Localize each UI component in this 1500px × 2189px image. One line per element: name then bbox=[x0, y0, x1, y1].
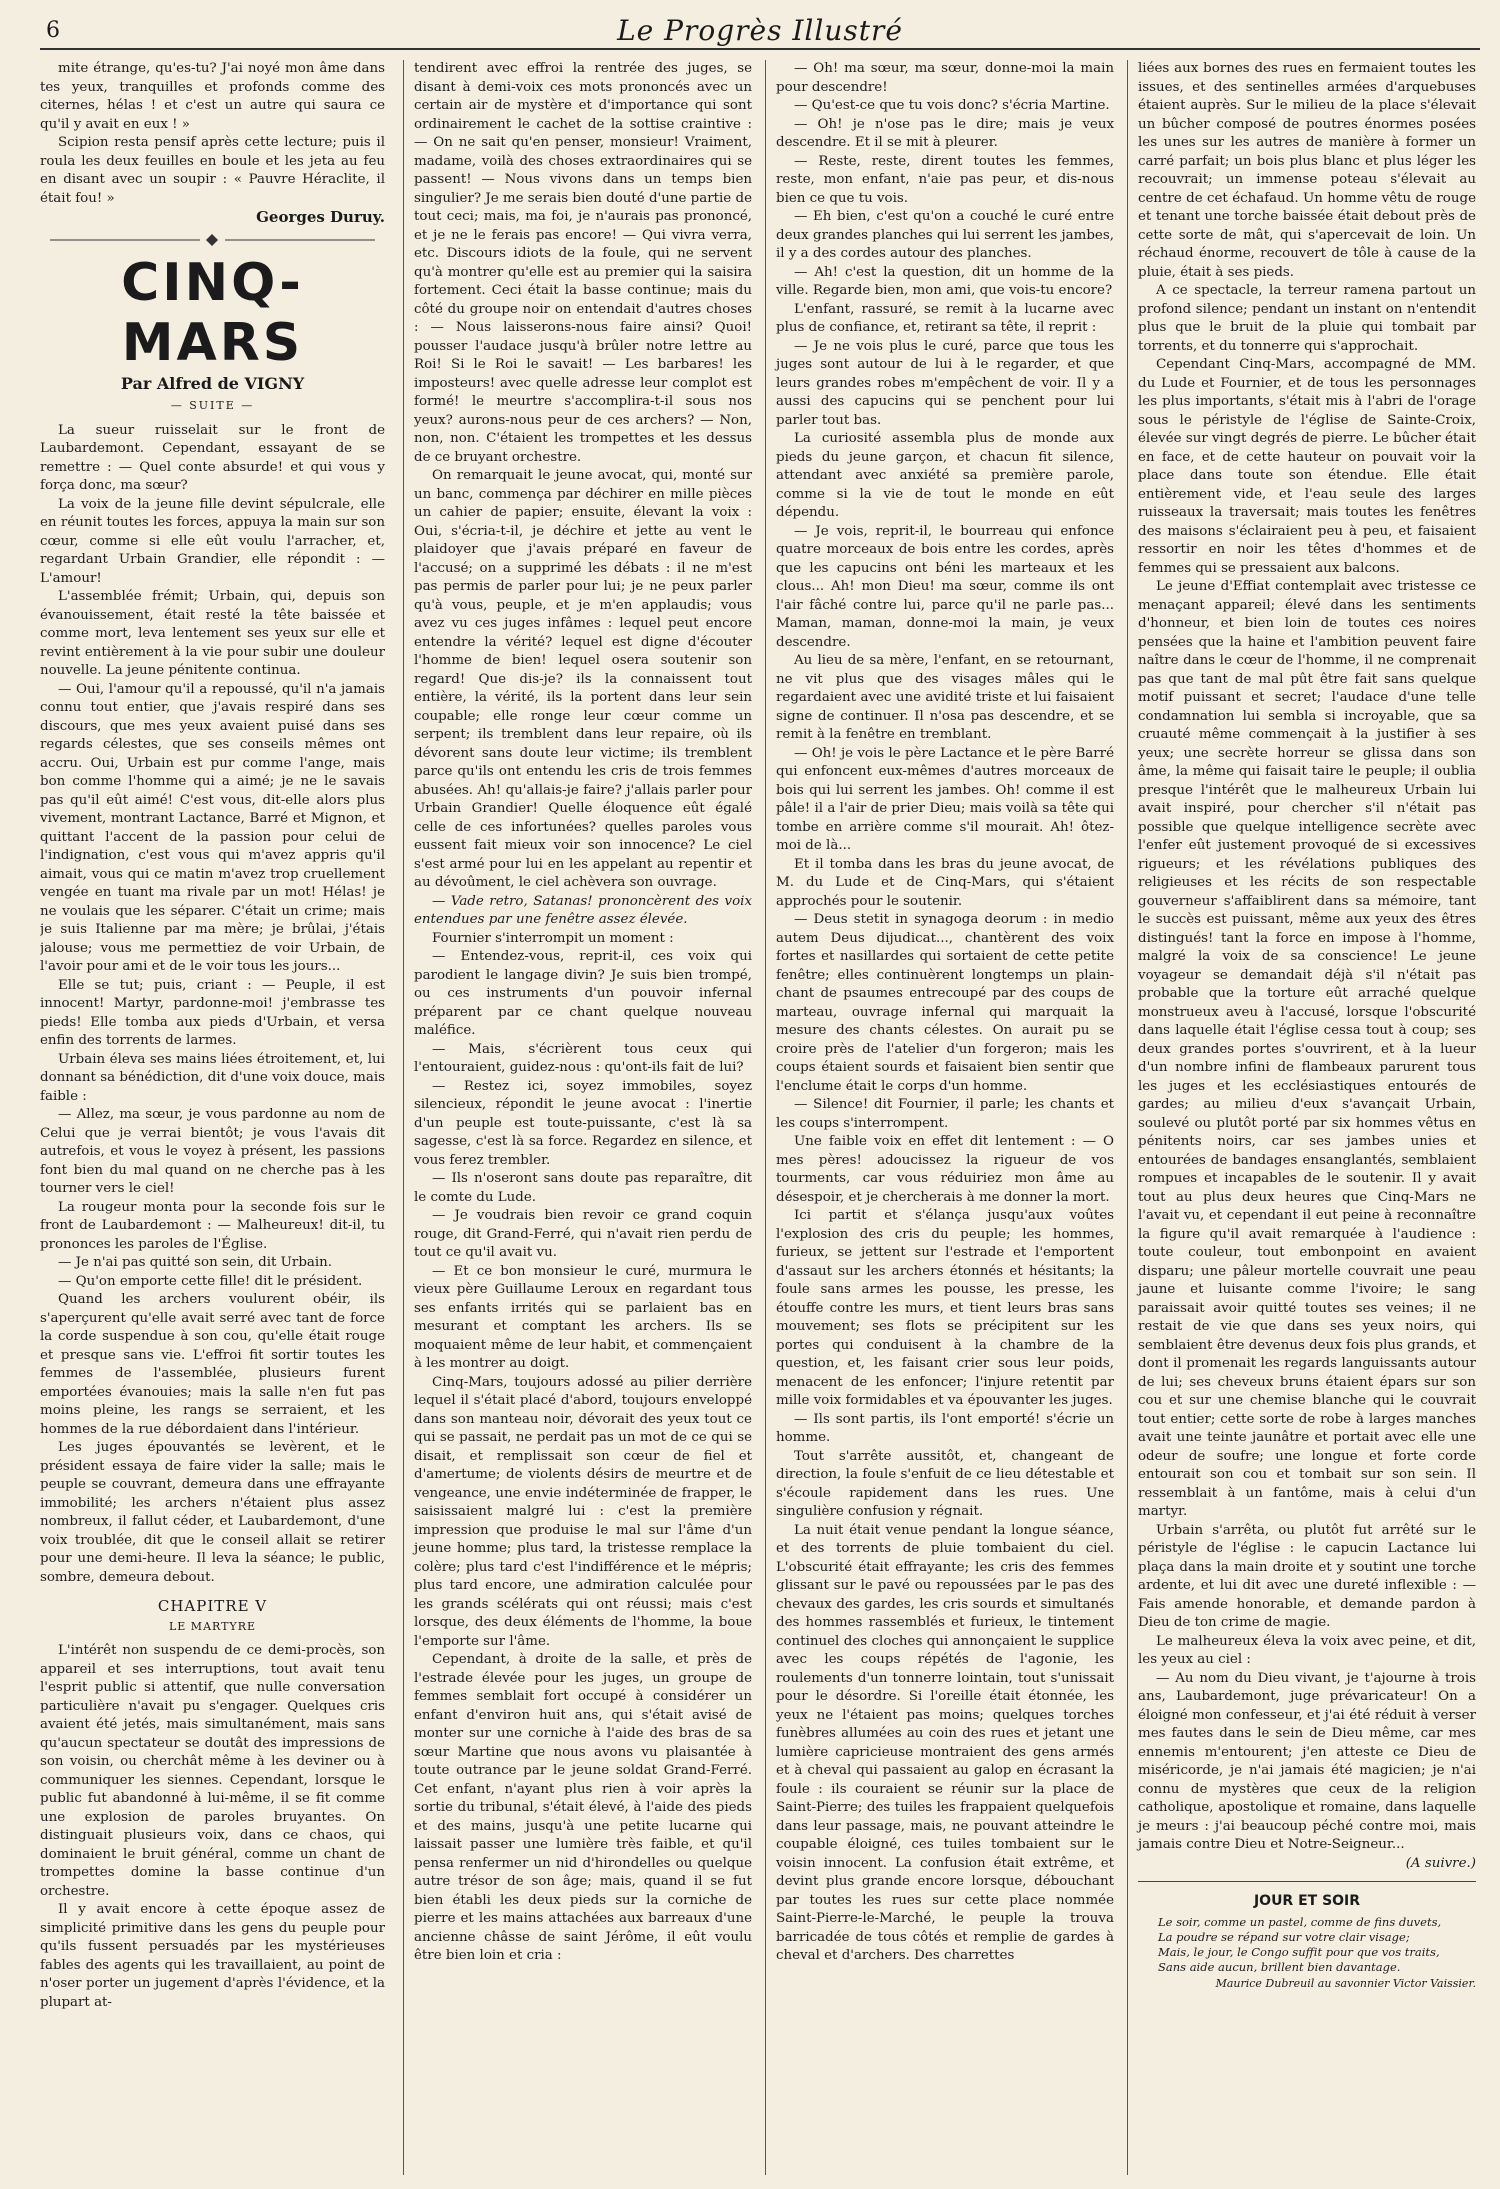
poem-title: JOUR ET SOIR bbox=[1253, 1893, 1361, 1909]
column-3 bbox=[765, 60, 1114, 2175]
column-4 bbox=[1127, 60, 1476, 2175]
paragraph: — Je n'ai pas quitté son sein, dit Urbain. bbox=[58, 1255, 333, 1270]
column-2 bbox=[403, 60, 752, 2175]
paragraph: — Oh! je n'ose pas le dire; mais je veux descendre. Et il se mit à pleurer. bbox=[776, 116, 1114, 150]
paragraph: — Au nom du Dieu vivant, je t'ajourne à trois ans, Laubardemont, juge prévaricateur! On a éloigné mon confesseur, et j'ai été réduit à verser mes fautes dans le sein de Dieu même, car mes ennemis m'entourent; j'en atteste ce Dieu de miséricorde, je n'ai jamais été magicien; je n'ai connu de mystères que ceux de la religion catholique, apostolique et romaine, dans laquelle je meurs : j'ai beaucoup péché contre moi, mais jamais contre Dieu et Notre-Seigneur... bbox=[1138, 1670, 1476, 1852]
paragraph: La curiosité assembla plus de monde aux pieds du jeune garçon, et chacun fit silence, attendant avec anxiété sa première parole, comme si la vie de tout le monde en eût dépendu. bbox=[776, 431, 1114, 520]
paragraph: Scipion resta pensif après cette lecture; puis il roula les deux feuilles en boule et les jeta au feu en disant avec un soupir : « Pauvre Héraclite, il était fou! » bbox=[40, 135, 385, 206]
paragraph: On remarquait le jeune avocat, qui, monté sur un banc, commença par déchirer en mille pièces un cahier de papier; ensuite, élevant la voix : Oui, s'écria-t-il, je déchire et jette au vent le plaidoyer que j'avais préparé en faveur de l'accusé; on a supprimé les débats : il ne m'est pas permis de parler pour lui; je ne peux parler qu'à vous, peuple, et je m'en applaudis; vous avez vu ces juges infâmes : lequel peut encore entendre la vérité? lequel est digne d'écouter l'homme de bien! lequel osera soutenir son regard! Que dis-je? ils la connaissent tout entière, la vérité, ils la portent dans leur sein coupable; elle ronge leur cœur comme un serpent; ils tremblent dans leur repaire, où ils dévorent sans doute leur victime; ils tremblent parce qu'ils ont entendu les cris de trois femmes abusées. Ah! qu'allais-je faire? j'allais parler pour Urbain Grandier! Quelle éloquence eût égalé celle de ces infortunées? quelles paroles vous eussent fait mieux voir son innocence? Le ciel s'est armé pour lui en les appelant au repentir et au dévoûment, le ciel achèvera son ouvrage. bbox=[414, 468, 752, 890]
poem-credit: Maurice Dubreuil au savonnier Victor Vaissier. bbox=[1215, 1976, 1476, 1990]
paragraph: — Oh! ma sœur, ma sœur, donne-moi la main pour descendre! bbox=[776, 61, 1114, 95]
paragraph: Fournier s'interrompit un moment : bbox=[432, 930, 674, 946]
paragraph: La sueur ruisselait sur le front de Laubardemont. Cependant, essayant de se remettre : — Quel conte absurde! et qui vous y força donc, ma sœur? bbox=[40, 422, 385, 493]
paragraph: Tout s'arrête aussitôt, et, changeant de direction, la foule s'enfuit de ce lieu détestable et s'écoule rapidement dans les rues. Une singulière confusion y régnait. bbox=[776, 1448, 1114, 1519]
paragraph: L'enfant, rassuré, se remit à la lucarne avec plus de confiance, et, retirant sa tête, il reprit : bbox=[776, 301, 1114, 335]
paragraph: Cependant Cinq-Mars, accompagné de MM. du Lude et Fournier, et de tous les personnages les plus importants, s'était mis à l'abri de l'orage sous le péristyle de l'église de Sainte-Croix, élevée sur vingt degrés de pierre. Le bûcher était en face, et de cette hauteur on pouvait voir la place dans toute son étendue. Elle était entièrement vide, et l'eau seule des larges ruisseaux la traversait; mais toutes les fenêtres des maisons s'éclairaient peu à peu, et faisaient ressortir en noir les têtes d'hommes et de femmes qui se pressaient aux balcons. bbox=[1138, 357, 1476, 576]
paragraph: — Et ce bon monsieur le curé, murmura le vieux père Guillaume Leroux en regardant tous ses enfants irrités qui se parlaient bas en mesurant et comptant les archers. Ils se moquaient même de leur habit, et commençaient à les montrer au doigt. bbox=[414, 1263, 752, 1371]
paragraph: Elle se tut; puis, criant : — Peuple, il est innocent! Martyr, pardonne-moi! j'embrasse tes pieds! Elle tomba aux pieds d'Urbain, et versa enfin des torrents de larmes. bbox=[40, 977, 385, 1048]
poem-line: Sans aide aucun, brillent bien davantage. bbox=[1158, 1959, 1401, 1974]
paragraph: — Deus stetit in synagoga deorum : in medio autem Deus dijudicat..., chantèrent des voix fortes et nasillardes qui sortaient de cette petite fenêtre; elles continuèrent longtemps un plain-chant de psaumes entrecoupé par des coups de marteau, ouvrage infernal qui marquait la mesure des chants célestes. On aurait pu se croire près de l'atelier d'un forgeron; mais les coups étaient sourds et faisaient bien sentir que l'enclume était le corps d'un homme. bbox=[776, 912, 1114, 1094]
paragraph: La rougeur monta pour la seconde fois sur le front de Laubardemont : — Malheureux! dit-il, tu prononces les paroles de l'Église. bbox=[40, 1199, 385, 1252]
prev-story-author: Georges Duruy. bbox=[256, 208, 385, 226]
paragraph: Le malheureux éleva la voix avec peine, et dit, les yeux au ciel : bbox=[1138, 1633, 1476, 1667]
poem-line: Le soir, comme un pastel, comme de fins duvets, bbox=[1158, 1914, 1442, 1929]
paragraph: Et il tomba dans les bras du jeune avocat, de M. du Lude et de Cinq-Mars, qui s'étaient approchés pour le soutenir. bbox=[776, 856, 1114, 909]
column-1 bbox=[40, 60, 385, 2175]
paragraph: — Allez, ma sœur, je vous pardonne au nom de Celui que je verrai bientôt; je vous l'avais dit autrefois, et vous le voyez à présent, les passions font bien du mal quand on ne cherche pas à les tourner vers le ciel! bbox=[40, 1107, 385, 1196]
paragraph: — Je voudrais bien revoir ce grand coquin rouge, dit Grand-Ferré, qui n'avait rien perdu de tout ce qu'il avait vu. bbox=[414, 1208, 752, 1260]
paragraph: — Reste, reste, dirent toutes les femmes, reste, mon enfant, n'aie pas peur, et dis-nous bien ce que tu vois. bbox=[776, 153, 1114, 206]
paragraph: — Eh bien, c'est qu'on a couché le curé entre deux grandes planches qui lui serrent les jambes, il y a des cordes autour des planches. bbox=[776, 209, 1114, 261]
poem-line: Mais, le jour, le Congo suffit pour que vos traits, bbox=[1158, 1944, 1440, 1959]
paragraph: Une faible voix en effet dit lentement : — O mes pères! adoucissez la rigueur de vos tourments, car vous réduiriez mon âme au désespoir, et je chercherais à me donner la mort. bbox=[776, 1134, 1114, 1205]
paragraph: Cependant, à droite de la salle, et près de l'estrade élevée pour les juges, un groupe de femmes semblait fort occupé à considérer un enfant d'environ huit ans, qui s'était avisé de monter sur une corniche à l'aide des bras de sa sœur Martine que nous avons vu plaisantée à toute outrance par le jeune soldat Grand-Ferré. Cet enfant, n'ayant plus rien à voir après la sortie du tribunal, s'était élevé, à l'aide des pieds et des mains, jusqu'à une petite lucarne qui laissait passer une lumière très faible, et qu'il pensa renfermer un nid d'hirondelles ou quelque autre trésor de son âge; mais, quand il se fut bien établi les deux pieds sur la corniche de pierre et les mains attachées aux barreaux d'une ancienne châsse de saint Jérôme, il eût voulu être bien loin et cria : bbox=[414, 1652, 752, 1963]
paragraph: — Qu'on emporte cette fille! dit le président. bbox=[58, 1273, 363, 1289]
paragraph: Urbain éleva ses mains liées étroitement, et, lui donnant sa bénédiction, dit d'une voix douce, mais faible : bbox=[40, 1051, 385, 1104]
paragraph: L'assemblée frémit; Urbain, qui, depuis son évanouissement, était resté la tête baissée et comme mort, leva lentement ses yeux sur elle et revint entièrement à la vie pour subir une douleur nouvelle. La jeune pénitente continua. bbox=[40, 589, 385, 678]
paragraph: liées aux bornes des rues en fermaient toutes les issues, et des sentinelles armées d'arquebuses étaient auprès. Sur le milieu de la place s'élevait un bûcher composé de poutres énormes posées les unes sur les autres de manière à former un carré parfait; un bois plus blanc et plus léger les recouvrait; un immense poteau s'élevait au centre de cet échafaud. Un homme vêtu de rouge et tenant une torche baissée était debout près de cette sorte de mât, qui s'apercevait de loin. Un réchaud énorme, recouvert de tôle à cause de la pluie, était à ses pieds. bbox=[1138, 61, 1476, 280]
divider bbox=[1138, 1881, 1476, 1882]
paragraph: Au lieu de sa mère, l'enfant, en se retournant, ne vit plus que des visages mâles qui le regardaient avec une avidité triste et lui faisaient signe de continuer. Il n'osa pas descendre, et se remit à la fenêtre en tremblant. bbox=[776, 653, 1114, 742]
page-number: 6 bbox=[46, 18, 60, 43]
paragraph: La voix de la jeune fille devint sépulcrale, elle en réunit toutes les forces, appuya la main sur son cœur, comme si elle eût voulu l'arracher, et, regardant Urbain Grandier, elle répondit : — L'amour! bbox=[40, 496, 385, 586]
chapter-title: CHAPITRE V bbox=[157, 1597, 268, 1615]
paragraph: tendirent avec effroi la rentrée des juges, se disant à demi-voix ces mots prononcés avec un certain air de mystère et d'importance qui sont ordinairement le cachet de la sottise craintive : — On ne sait qu'en penser, monsieur! Vraiment, madame, voilà des choses extraordinaires qui se passent! — Nous vivons dans un temps bien singulier? Je me serais bien douté d'une partie de tout ceci; mais, ma foi, je n'aurais pas prononcé, et je ne le ferais pas encore! — Qui vivra verra, etc. Discours idiots de la foule, qui ne servent qu'à montrer qu'elle est au premier qui la saisira fortement. Ceci était la basse continue; mais du côté du groupe noir on entendait d'autres choses : — Nous laisserons-nous faire ainsi? Quoi! pousser l'audace jusqu'à brûler notre lettre au Roi! Si le Roi le savait! — Les barbares! les imposteurs! avec quelle adresse leur complot est formé! le meurtre s'accomplira-t-il sous nos yeux? aurons-nous peur de ces archers? — Non, non, non. C'étaient les trompettes et les dessus de ce bruyant orchestre. bbox=[414, 61, 752, 465]
paragraph: mite étrange, qu'es-tu? J'ai noyé mon âme dans tes yeux, tranquilles et profonds comme des citernes, hélas ! et c'est un autre qui saura ce qu'il y avait en eux ! » bbox=[40, 61, 385, 132]
ornament-divider bbox=[40, 233, 385, 247]
paragraph: — Je vois, reprit-il, le bourreau qui enfonce quatre morceaux de bois entre les cordes, après que les capucins ont béni les marteaux et les clous... Ah! mon Dieu! ma sœur, comme ils ont l'air fâché contre lui, parce qu'il ne parle pas... Maman, maman, donne-moi la main, je veux descendre. bbox=[776, 523, 1114, 650]
paragraph: — Oh! je vois le père Lactance et le père Barré qui enfoncent eux-mêmes d'autres morceaux de bois qui lui serrent les jambes. Oh! comme il est pâle! il a l'air de prier Dieu; mais voilà sa tête qui tombe en arrière comme s'il mourait. Ah! ôtez-moi de là... bbox=[776, 745, 1114, 853]
paragraph: Il y avait encore à cette époque assez de simplicité primitive dans les gens du peuple pour qu'ils fussent persuadés par les mystérieuses fables des agents qui les travaillaient, au point de n'oser porter un jugement d'après l'évidence, et la plupart at- bbox=[40, 1902, 385, 2010]
paragraph: Les juges épouvantés se levèrent, et le président essaya de faire vider la salle; mais le peuple se couvrant, demeura dans une effrayante immobilité; les archers n'étaient plus assez nombreux, il fallut céder, et Laubardemont, d'une voix troublée, dit que le conseil allait se retirer pour une demi-heure. Il leva la séance; le public, sombre, demeura debout. bbox=[40, 1440, 385, 1585]
to-be-continued: (A suivre.) bbox=[1405, 1855, 1476, 1871]
poem-line: La poudre se répand sur votre clair visage; bbox=[1158, 1929, 1410, 1944]
novel-author: Par Alfred de VIGNY bbox=[120, 373, 305, 393]
paragraph: — Ah! c'est la question, dit un homme de la ville. Regarde bien, mon ami, que vois-tu encore? bbox=[776, 264, 1114, 298]
paragraph: — Restez ici, soyez immobiles, soyez silencieux, répondit le jeune avocat : l'inertie d'un peuple est toute-puissante, c'est là sa sagesse, c'est là sa force. Regardez en silence, et vous ferez trembler. bbox=[414, 1078, 752, 1168]
paragraph: Le jeune d'Effiat contemplait avec tristesse ce menaçant appareil; élevé dans les sentiments d'honneur, et bien loin de toutes ces noires pensées que la haine et l'ambition peuvent faire naître dans le cœur de l'homme, il ne comprenait pas que tant de mal pût être fait sans quelque motif puissant et secret; l'audace d'une telle condamnation lui sembla si incroyable, que sa cruauté même commençait à la justifier à ses yeux; une secrète horreur se glissa dans son âme, la même qui faisait taire le peuple; il oublia presque l'intérêt que le malheureux Urbain lui avait inspiré, pour chercher s'il n'était pas possible que quelque intelligence secrète avec l'enfer eût justement provoqué de si excessives rigueurs; et les révélations publiques des religieuses et les récits de son respectable gouverneur s'affaiblirent dans sa mémoire, tant le succès est puissant, même aux yeux des êtres distingués! tant la force en impose à l'homme, malgré la voix de sa conscience! Le jeune voyageur se demandait déjà s'il n'était pas probable que la torture eût arraché quelque monstrueux aveu à l'accusé, lorsque l'obscurité dans laquelle était l'église cessa tout à coup; ses deux grandes portes s'ouvrirent, et à la lueur d'un nombre infini de flambeaux parurent tous les juges et les ecclésiastiques entourés de gardes; au milieu d'eux s'avançait Urbain, soulevé ou plutôt porté par six hommes vêtus en pénitents noirs, car ses jambes unies et entourées de bandages ensanglantés, semblaient rompues et incapables de le soutenir. Il y avait tout au plus deux heures que Cinq-Mars ne l'avait vu, et cependant il eut peine à reconnaître la figure qu'il avait remarquée à l'audience : toute couleur, tout embonpoint en avaient disparu; une pâleur mortelle couvrait une peau jaune et luisante comme l'ivoire; le sang paraissait avoir quitté toutes ses veines; il ne restait de vie que dans ses yeux noirs, qui semblaient être devenus deux fois plus grands, et dont il promenait les regards languissants autour de lui; ses cheveux bruns étaient épars sur son cou et sur une chemise blanche qui le couvrait tout entier; cette sorte de robe à larges manches avait une teinte jaunâtre et portait avec elle une odeur de soufre; une longue et forte corde entourait son cou et tombait sur son sein. Il ressemblait à un fantôme, mais à celui d'un martyr. bbox=[1138, 579, 1476, 1519]
paragraph: — Silence! dit Fournier, il parle; les chants et les coups s'interrompent. bbox=[776, 1097, 1114, 1131]
paragraph: La nuit était venue pendant la longue séance, et des torrents de pluie tombaient du ciel. L'obscurité était effrayante; les cris des femmes glissant sur le pavé ou repoussées par le pas des chevaux des gardes, les cris sourds et simultanés des hommes rassemblés et furieux, le tintement continuel des cloches qui annonçaient le supplice avec les coups répétés de l'agonie, les roulements d'un tonnerre lointain, tout s'unissait pour le désordre. Si l'oreille était étonnée, les yeux ne l'étaient pas moins; quelques torches funèbres allumées au coin des rues et jetant une lumière capricieuse montraient des gens armés et à cheval qui passaient au galop en écrasant la foule : ils couraient se réunir sur la place de Saint-Pierre; des tuiles les frappaient quelquefois dans leur passage, mais, ne pouvant atteindre le coupable éloigné, ces tuiles tombaient sur le voisin innocent. La confusion était extrême, et devint plus grande encore lorsque, débouchant par toutes les rues sur cette place nommée Saint-Pierre-le-Marché, le peuple la trouva barricadée de tous côtés et remplie de gardes à cheval et d'archers. Des charrettes bbox=[776, 1522, 1114, 1963]
paragraph: L'intérêt non suspendu de ce demi-procès, son appareil et ses interruptions, tout avait tenu l'esprit public si attentif, que nulle conversation particulière n'avait pu s'engager. Quelques cris avaient été jetés, mais simultanément, mais sans qu'aucun spectateur se doutât des impressions de son voisin, ou cherchât même à les deviner ou à communiquer les siennes. Cependant, lorsque le public fut abandonné à lui-même, il se fit comme une explosion de paroles bruyantes. On distinguait plusieurs voix, dans ce chaos, qui dominaient le bruit général, comme un chant de trompettes domine la basse continue d'un orchestre. bbox=[40, 1643, 385, 1899]
paragraph: — Qu'est-ce que tu vois donc? s'écria Martine. bbox=[794, 98, 1110, 113]
paragraph: Ici partit et s'élança jusqu'aux voûtes l'explosion des cris du peuple; les hommes, furieux, se jettent sur l'estrade et l'emportent d'assaut sur les archers étonnés et hésitants; la foule sans armes les pousse, les presse, les étouffe contre les murs, et tient leurs bras sans mouvement; ses flots se précipitent sur les portes qui conduisent à la chambre de la question, et, les faisant crier sous leur poids, menacent de les enfoncer; l'injure retentit par mille voix formidables et va épouvanter les juges. bbox=[776, 1208, 1114, 1408]
chapter-subtitle: LE MARTYRE bbox=[168, 1619, 257, 1633]
paragraph: Cinq-Mars, toujours adossé au pilier derrière lequel il s'était placé d'abord, toujours enveloppé dans son manteau noir, dévorait des yeux tout ce qui se passait, ne perdait pas un mot de ce qui se disait, et remplissait son cœur de fiel et d'amertume; de violents désirs de meurtre et de vengeance, une envie indéterminée de frapper, le saisissaient malgré lui : c'est la première impression que produise le mal sur l'âme d'un jeune homme; plus tard, la tristesse remplace la colère; plus tard c'est l'indifférence et le mépris; plus tard encore, une admiration calculée pour les grands scélérats qui ont réussi; mais c'est lorsque, des deux éléments de l'homme, la boue l'emporte sur l'âme. bbox=[414, 1374, 752, 1649]
paragraph: — Vade retro, Satanas! prononcèrent des voix entendues par une fenêtre assez élevée. bbox=[414, 893, 752, 927]
novel-title: CINQ-MARS bbox=[121, 252, 304, 373]
paragraph: — Ils sont partis, ils l'ont emporté! s'écrie un homme. bbox=[776, 1411, 1114, 1445]
paragraph: — Je ne vois plus le curé, parce que tous les juges sont autour de lui à le regarder, et que leurs grandes robes m'empêchent de voir. Il y a aussi des capucins qui se penchent pour lui parler tout bas. bbox=[776, 338, 1114, 428]
paragraph: — Ils n'oseront sans doute pas reparaître, dit le comte du Lude. bbox=[414, 1171, 752, 1205]
page-header bbox=[40, 10, 1480, 50]
paragraph: — Entendez-vous, reprit-il, ces voix qui parodient le langage divin? Je suis bien trompé, ou ces instruments d'un pouvoir infernal préparent par ce chant quelque nouveau maléfice. bbox=[414, 949, 752, 1038]
paragraph: — Mais, s'écrièrent tous ceux qui l'entouraient, guidez-nous : qu'ont-ils fait de lui? bbox=[414, 1041, 752, 1075]
suite-label: — SUITE — bbox=[170, 399, 255, 412]
paragraph: Urbain s'arrêta, ou plutôt fut arrêté sur le péristyle de l'église : le capucin Lactance lui plaça dans la main droite et y soutint une torche ardente, et lui dit avec une dureté inflexible : — Fais amende honorable, et demande pardon à Dieu de ton crime de magie. bbox=[1138, 1522, 1476, 1630]
journal-title: Le Progrès Illustré bbox=[617, 14, 903, 47]
paragraph: Quand les archers voulurent obéir, ils s'aperçurent qu'elle avait serré avec tant de force la corde suspendue à son cou, qu'elle était rouge et presque sans vie. L'effroi fit sortir toutes les femmes de l'assemblée, plusieurs furent emportées évanouies; mais la salle n'en fut pas moins pleine, les rangs se serraient, et les hommes de la rue débordaient dans l'intérieur. bbox=[40, 1292, 385, 1437]
paragraph: A ce spectacle, la terreur ramena partout un profond silence; pendant un instant on n'entendit plus que le bruit de la pluie qui tombait par torrents, et du tonnerre qui s'approchait. bbox=[1138, 283, 1476, 354]
paragraph: — Oui, l'amour qu'il a repoussé, qu'il n'a jamais connu tout entier, que j'avais respiré dans ses discours, que mes yeux avaient puisé dans ses regards célestes, que ses conseils mêmes ont accru. Oui, Urbain est pur comme l'ange, mais bon comme l'homme qui a aimé; je ne le savais pas qu'il eût aimé! C'est vous, dit-elle alors plus vivement, montrant Lactance, Barré et Mignon, et quittant l'accent de la passion pour celui de l'indignation, c'est vous qui m'avez appris qu'il aimait, vous qui ce matin m'avez trop cruellement vengée en tuant ma rivale par un mot! Hélas! je ne voulais que les séparer. C'était un crime; mais je suis Italienne par ma mère; je brûlai, j'étais jalouse; vous me permettiez de voir Urbain, de l'avoir pour ami et de le voir tous les jours... bbox=[40, 681, 385, 974]
